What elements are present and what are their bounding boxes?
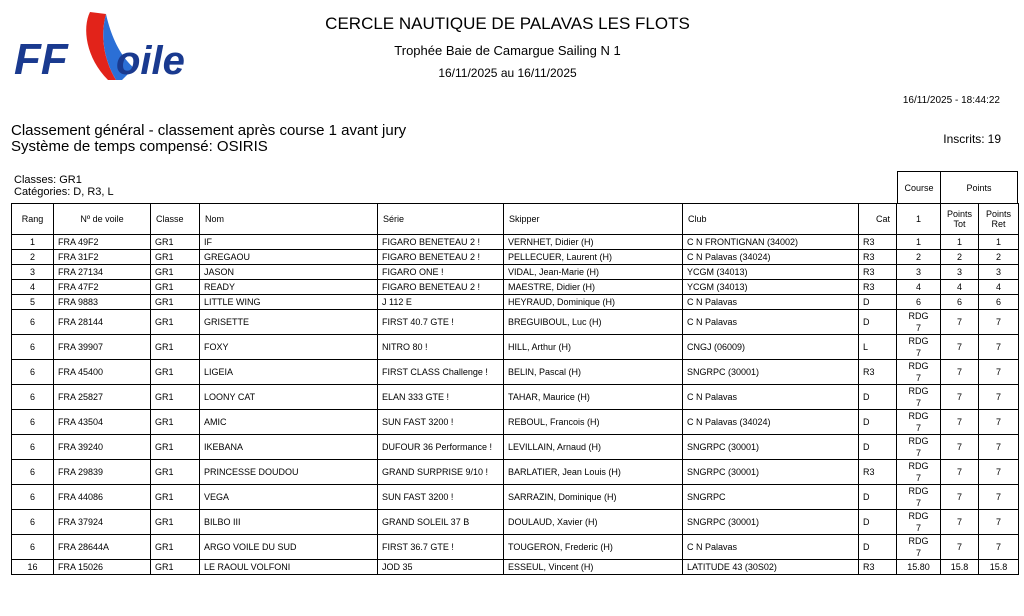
cell-serie: FIRST 36.7 GTE ! [378,535,504,560]
cell-ret: 7 [979,510,1019,535]
cell-classe: GR1 [151,410,200,435]
col-serie: Série [378,204,504,235]
cell-c1-points: 7 [915,498,921,508]
cell-club: SNGRPC (30001) [683,510,859,535]
cell-nom: BILBO III [200,510,378,535]
points-group-header: Points [940,171,1018,204]
col-points-ret-l1: Points [985,209,1011,219]
cell-ret: 7 [979,360,1019,385]
cell-tot: 7 [941,410,979,435]
cell-serie: GRAND SURPRISE 9/10 ! [378,460,504,485]
cell-voile: FRA 43504 [54,410,151,435]
table-row [12,235,1019,250]
cell-c1 [897,460,941,485]
cell-c1-code: RDG [908,361,929,371]
cell-c1: 1 [897,235,941,250]
cell-nom: LITTLE WING [200,295,378,310]
ranking-title: Classement général - classement après course 1 avant jury [11,122,407,139]
cell-club: SNGRPC (30001) [683,460,859,485]
cell-rang: 3 [12,265,54,280]
cell-voile: FRA 25827 [54,385,151,410]
classes-line: Classes: GR1 [14,174,82,186]
cell-rang: 6 [12,510,54,535]
table-row [12,265,1019,280]
table-row [12,560,1019,575]
cell-serie: FIGARO BENETEAU 2 ! [378,280,504,295]
cell-rang: 6 [12,385,54,410]
cell-nom: LOONY CAT [200,385,378,410]
cell-cat: D [859,485,897,510]
cell-c1-code: RDG [908,461,929,471]
table-row [12,385,1019,410]
cell-skipper: SARRAZIN, Dominique (H) [504,485,683,510]
cell-voile: FRA 28144 [54,310,151,335]
cell-c1-points: 7 [915,523,921,533]
cell-ret: 4 [979,280,1019,295]
cell-nom: PRINCESSE DOUDOU [200,460,378,485]
svg-text:oile: oile [116,39,185,83]
cell-skipper: VERNHET, Didier (H) [504,235,683,250]
cell-ret: 7 [979,385,1019,410]
cell-ret: 7 [979,410,1019,435]
cell-nom: GRISETTE [200,310,378,335]
table-row [12,485,1019,510]
cell-classe: GR1 [151,280,200,295]
table-row [12,280,1019,295]
cell-classe: GR1 [151,310,200,335]
cell-nom: LE RAOUL VOLFONI [200,560,378,575]
cell-tot: 2 [941,250,979,265]
cell-c1 [897,435,941,460]
cell-serie: FIGARO ONE ! [378,265,504,280]
cell-skipper: LEVILLAIN, Arnaud (H) [504,435,683,460]
table-row [12,250,1019,265]
cell-rang: 16 [12,560,54,575]
cell-nom: VEGA [200,485,378,510]
table-row [12,510,1019,535]
cell-ret: 7 [979,485,1019,510]
classes-info [14,174,114,198]
cell-voile: FRA 9883 [54,295,151,310]
cell-club: C N Palavas (34024) [683,250,859,265]
cell-c1 [897,360,941,385]
registered-label: Inscrits: [943,132,985,146]
cell-c1 [897,385,941,410]
cell-serie: FIGARO BENETEAU 2 ! [378,250,504,265]
event-title: CERCLE NAUTIQUE DE PALAVAS LES FLOTS [325,14,690,33]
cell-c1: 15.80 [897,560,941,575]
cell-rang: 6 [12,460,54,485]
scoring-system: Système de temps compensé: OSIRIS [11,138,268,155]
cell-c1-points: 7 [915,548,921,558]
cell-cat: D [859,410,897,435]
cell-voile: FRA 37924 [54,510,151,535]
cell-tot: 15.8 [941,560,979,575]
cell-ret: 7 [979,335,1019,360]
cell-classe: GR1 [151,535,200,560]
cell-club: SNGRPC (30001) [683,435,859,460]
col-points-tot-l1: Points [946,209,972,219]
cell-serie: FIRST CLASS Challenge ! [378,360,504,385]
cell-cat: D [859,510,897,535]
col-points-ret-l2: Ret [991,219,1006,229]
cell-skipper: DOULAUD, Xavier (H) [504,510,683,535]
cell-cat: D [859,435,897,460]
cell-c1-code: RDG [908,411,929,421]
cell-classe: GR1 [151,485,200,510]
cell-club: C N Palavas [683,295,859,310]
cell-cat: D [859,385,897,410]
cell-rang: 2 [12,250,54,265]
cell-c1 [897,485,941,510]
col-points-ret [979,204,1019,235]
cell-serie: ELAN 333 GTE ! [378,385,504,410]
cell-classe: GR1 [151,265,200,280]
table-row [12,535,1019,560]
cell-classe: GR1 [151,460,200,485]
cell-nom: GREGAOU [200,250,378,265]
col-rang: Rang [12,204,54,235]
cell-tot: 7 [941,485,979,510]
event-subtitle: Trophée Baie de Camargue Sailing N 1 [394,43,621,58]
cell-club: C N Palavas [683,385,859,410]
cell-serie: SUN FAST 3200 ! [378,410,504,435]
cell-voile: FRA 45400 [54,360,151,385]
cell-ret: 15.8 [979,560,1019,575]
cell-ret: 1 [979,235,1019,250]
cell-c1-points: 7 [915,448,921,458]
cell-nom: READY [200,280,378,295]
cell-rang: 6 [12,435,54,460]
cell-cat: R3 [859,265,897,280]
col-points-tot-l2: Tot [953,219,966,229]
cell-club: SNGRPC [683,485,859,510]
col-course-1: 1 [897,204,941,235]
cell-voile: FRA 27134 [54,265,151,280]
cell-c1 [897,535,941,560]
cell-c1-code: RDG [908,436,929,446]
cell-classe: GR1 [151,435,200,460]
cell-ret: 3 [979,265,1019,280]
cell-tot: 7 [941,360,979,385]
table-row [12,295,1019,310]
cell-c1-code: RDG [908,536,929,546]
col-points-tot [941,204,979,235]
cell-rang: 6 [12,410,54,435]
cell-serie: DUFOUR 36 Performance ! [378,435,504,460]
cell-club: SNGRPC (30001) [683,360,859,385]
cell-serie: JOD 35 [378,560,504,575]
cell-tot: 7 [941,335,979,360]
cell-nom: LIGEIA [200,360,378,385]
cell-tot: 1 [941,235,979,250]
cell-c1-code: RDG [908,311,929,321]
cell-voile: FRA 49F2 [54,235,151,250]
cell-cat: L [859,335,897,360]
col-cat: Cat [859,204,897,235]
cell-voile: FRA 44086 [54,485,151,510]
cell-serie: GRAND SOLEIL 37 B [378,510,504,535]
cell-c1-points: 7 [915,323,921,333]
cell-classe: GR1 [151,295,200,310]
cell-skipper: ESSEUL, Vincent (H) [504,560,683,575]
cell-voile: FRA 29839 [54,460,151,485]
cell-rang: 6 [12,310,54,335]
cell-c1-code: RDG [908,386,929,396]
table-body [12,235,1019,575]
cell-ret: 6 [979,295,1019,310]
cell-skipper: TAHAR, Maurice (H) [504,385,683,410]
cell-skipper: BREGUIBOUL, Luc (H) [504,310,683,335]
col-voile: Nº de voile [54,204,151,235]
cell-cat: D [859,310,897,335]
cell-cat: R3 [859,560,897,575]
col-classe: Classe [151,204,200,235]
cell-ret: 7 [979,310,1019,335]
cell-classe: GR1 [151,510,200,535]
table-row [12,310,1019,335]
cell-club: LATITUDE 43 (30S02) [683,560,859,575]
cell-classe: GR1 [151,560,200,575]
table-row [12,360,1019,385]
registered-count [940,132,1001,146]
cell-skipper: HEYRAUD, Dominique (H) [504,295,683,310]
cell-club: CNGJ (06009) [683,335,859,360]
cell-c1: 2 [897,250,941,265]
cell-club: C N FRONTIGNAN (34002) [683,235,859,250]
cell-c1-points: 7 [915,373,921,383]
cell-rang: 6 [12,535,54,560]
cell-c1-points: 7 [915,348,921,358]
cell-cat: R3 [859,460,897,485]
cell-ret: 7 [979,535,1019,560]
cell-nom: IKEBANA [200,435,378,460]
cell-rang: 1 [12,235,54,250]
cell-skipper: REBOUL, Francois (H) [504,410,683,435]
cell-tot: 7 [941,310,979,335]
print-timestamp: 16/11/2025 - 18:44:22 [902,95,1000,106]
col-nom: Nom [200,204,378,235]
cell-c1-points: 7 [915,423,921,433]
svg-text:FF: FF [14,35,68,84]
cell-club: C N Palavas [683,535,859,560]
cell-club: YCGM (34013) [683,265,859,280]
cell-club: C N Palavas (34024) [683,410,859,435]
table-row [12,460,1019,485]
cell-nom: IF [200,235,378,250]
cell-classe: GR1 [151,335,200,360]
cell-ret: 7 [979,460,1019,485]
cell-tot: 7 [941,535,979,560]
cell-voile: FRA 28644A [54,535,151,560]
cell-skipper: HILL, Arthur (H) [504,335,683,360]
cell-c1-points: 7 [915,473,921,483]
cell-skipper: PELLECUER, Laurent (H) [504,250,683,265]
cell-rang: 4 [12,280,54,295]
cell-c1: 6 [897,295,941,310]
cell-ret: 2 [979,250,1019,265]
cell-tot: 7 [941,510,979,535]
cell-cat: R3 [859,235,897,250]
cell-tot: 4 [941,280,979,295]
ffvoile-logo [12,8,208,88]
cell-classe: GR1 [151,385,200,410]
cell-cat: D [859,295,897,310]
cell-ret: 7 [979,435,1019,460]
cell-c1 [897,510,941,535]
cell-voile: FRA 31F2 [54,250,151,265]
cell-voile: FRA 39907 [54,335,151,360]
cell-skipper: TOUGERON, Frederic (H) [504,535,683,560]
cell-cat: D [859,535,897,560]
categories-line: Catégories: D, R3, L [14,186,114,198]
cell-skipper: BARLATIER, Jean Louis (H) [504,460,683,485]
cell-classe: GR1 [151,360,200,385]
table-row [12,435,1019,460]
cell-skipper: MAESTRE, Didier (H) [504,280,683,295]
cell-c1: 4 [897,280,941,295]
cell-c1 [897,310,941,335]
cell-serie: FIGARO BENETEAU 2 ! [378,235,504,250]
cell-c1-code: RDG [908,511,929,521]
table-row [12,410,1019,435]
cell-skipper: BELIN, Pascal (H) [504,360,683,385]
table-header-row [12,204,1019,235]
cell-c1-code: RDG [908,486,929,496]
cell-tot: 7 [941,460,979,485]
cell-club: C N Palavas [683,310,859,335]
table-row [12,335,1019,360]
cell-c1: 3 [897,265,941,280]
cell-voile: FRA 15026 [54,560,151,575]
cell-tot: 7 [941,385,979,410]
cell-serie: FIRST 40.7 GTE ! [378,310,504,335]
cell-classe: GR1 [151,235,200,250]
cell-c1-code: RDG [908,336,929,346]
cell-serie: J 112 E [378,295,504,310]
cell-cat: R3 [859,360,897,385]
cell-c1 [897,410,941,435]
cell-tot: 3 [941,265,979,280]
course-group-header: Course [897,171,941,204]
col-club: Club [683,204,859,235]
results-table [11,203,1019,575]
cell-nom: AMIC [200,410,378,435]
cell-nom: ARGO VOILE DU SUD [200,535,378,560]
cell-skipper: VIDAL, Jean-Marie (H) [504,265,683,280]
cell-nom: FOXY [200,335,378,360]
registered-value: 19 [987,132,1001,146]
cell-serie: SUN FAST 3200 ! [378,485,504,510]
cell-c1 [897,335,941,360]
cell-cat: R3 [859,250,897,265]
cell-tot: 7 [941,435,979,460]
cell-rang: 6 [12,360,54,385]
cell-tot: 6 [941,295,979,310]
cell-rang: 5 [12,295,54,310]
cell-rang: 6 [12,335,54,360]
cell-voile: FRA 47F2 [54,280,151,295]
cell-club: YCGM (34013) [683,280,859,295]
cell-rang: 6 [12,485,54,510]
cell-c1-points: 7 [915,398,921,408]
cell-cat: R3 [859,280,897,295]
cell-nom: JASON [200,265,378,280]
col-skipper: Skipper [504,204,683,235]
cell-serie: NITRO 80 ! [378,335,504,360]
cell-voile: FRA 39240 [54,435,151,460]
event-dates: 16/11/2025 au 16/11/2025 [438,66,577,80]
cell-classe: GR1 [151,250,200,265]
